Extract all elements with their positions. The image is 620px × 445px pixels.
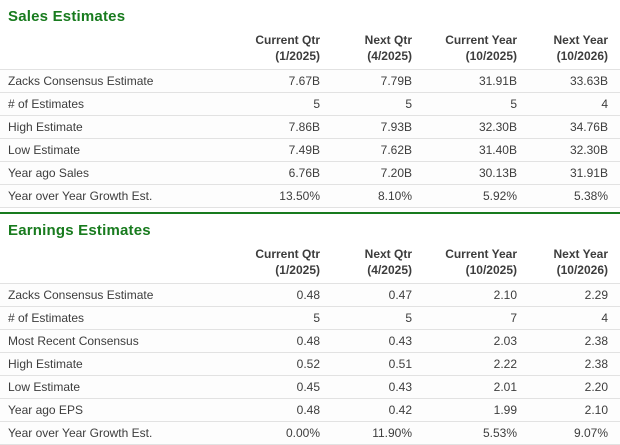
cell-value: 7.79B — [320, 70, 412, 93]
sales-estimates-table — [0, 27, 620, 208]
cell-value: 7.62B — [320, 139, 412, 162]
table-row — [0, 139, 620, 162]
column-header-period: (1/2025) — [275, 262, 320, 277]
earnings-column-header-current-year — [412, 241, 517, 284]
sales-estimates-section — [0, 0, 620, 208]
row-label: Year over Year Growth Est. — [0, 185, 220, 208]
row-label: Most Recent Consensus — [0, 330, 220, 353]
table-row — [0, 284, 620, 307]
cell-value: 8.10% — [320, 185, 412, 208]
column-header-period: (4/2025) — [367, 48, 412, 63]
cell-value: 0.43 — [320, 376, 412, 399]
column-header-label: Next Year — [553, 33, 608, 47]
table-row — [0, 162, 620, 185]
column-header-period: (10/2025) — [465, 262, 517, 277]
cell-value: 5 — [220, 93, 320, 116]
column-header-label: Next Year — [553, 247, 608, 262]
sales-header-row — [0, 27, 620, 70]
cell-value: 6.76B — [220, 162, 320, 185]
column-header-period: (10/2025) — [465, 48, 517, 63]
cell-value: 0.48 — [220, 284, 320, 307]
cell-value: 30.13B — [412, 162, 517, 185]
table-row — [0, 376, 620, 399]
cell-value: 0.43 — [320, 330, 412, 353]
cell-value: 5 — [320, 307, 412, 330]
row-label: Zacks Consensus Estimate — [0, 284, 220, 307]
row-label: # of Estimates — [0, 307, 220, 330]
cell-value: 0.48 — [220, 399, 320, 422]
cell-value: 5.92% — [412, 185, 517, 208]
column-header-period: (1/2025) — [275, 48, 320, 63]
cell-value: 4 — [517, 307, 620, 330]
cell-value: 5 — [320, 93, 412, 116]
row-label: High Estimate — [0, 116, 220, 139]
cell-value: 0.47 — [320, 284, 412, 307]
cell-value: 31.40B — [412, 139, 517, 162]
row-label: Low Estimate — [0, 376, 220, 399]
cell-value: 33.63B — [517, 70, 620, 93]
cell-value: 5 — [220, 307, 320, 330]
cell-value: 2.38 — [517, 330, 620, 353]
cell-value: 5.38% — [517, 185, 620, 208]
earnings-column-header-next-year — [517, 241, 620, 284]
sales-column-header-current-year — [412, 27, 517, 70]
table-row — [0, 307, 620, 330]
earnings-header-row — [0, 241, 620, 284]
table-row — [0, 93, 620, 116]
sales-column-header-current-qtr — [220, 27, 320, 70]
cell-value: 0.51 — [320, 353, 412, 376]
cell-value: 1.99 — [412, 399, 517, 422]
cell-value: 5.53% — [412, 422, 517, 445]
cell-value: 0.42 — [320, 399, 412, 422]
cell-value: 13.50% — [220, 185, 320, 208]
sales-header-empty — [0, 27, 220, 70]
cell-value: 2.29 — [517, 284, 620, 307]
cell-value: 2.10 — [517, 399, 620, 422]
row-label: Low Estimate — [0, 139, 220, 162]
cell-value: 11.90% — [320, 422, 412, 445]
column-header-period: (4/2025) — [367, 262, 412, 277]
sales-estimates-title: Sales Estimates — [8, 8, 126, 25]
earnings-header-empty — [0, 241, 220, 284]
cell-value: 7.20B — [320, 162, 412, 185]
cell-value: 5 — [412, 93, 517, 116]
cell-value: 7.67B — [220, 70, 320, 93]
cell-value: 0.52 — [220, 353, 320, 376]
cell-value: 2.10 — [412, 284, 517, 307]
cell-value: 4 — [517, 93, 620, 116]
cell-value: 2.01 — [412, 376, 517, 399]
row-label: Year ago Sales — [0, 162, 220, 185]
table-row — [0, 70, 620, 93]
cell-value: 7.86B — [220, 116, 320, 139]
cell-value: 0.00% — [220, 422, 320, 445]
column-header-label: Current Year — [445, 247, 517, 262]
cell-value: 7.93B — [320, 116, 412, 139]
cell-value: 0.45 — [220, 376, 320, 399]
cell-value: 32.30B — [517, 139, 620, 162]
table-row — [0, 116, 620, 139]
cell-value: 2.20 — [517, 376, 620, 399]
table-row — [0, 353, 620, 376]
row-label: # of Estimates — [0, 93, 220, 116]
column-header-label: Current Year — [445, 33, 517, 47]
table-row — [0, 422, 620, 445]
cell-value: 31.91B — [517, 162, 620, 185]
table-row — [0, 330, 620, 353]
column-header-label: Current Qtr — [255, 33, 320, 47]
cell-value: 34.76B — [517, 116, 620, 139]
cell-value: 2.38 — [517, 353, 620, 376]
cell-value: 7.49B — [220, 139, 320, 162]
row-label: Zacks Consensus Estimate — [0, 70, 220, 93]
earnings-estimates-section — [0, 214, 620, 445]
column-header-label: Current Qtr — [255, 247, 320, 262]
cell-value: 2.03 — [412, 330, 517, 353]
column-header-label: Next Qtr — [364, 33, 412, 47]
earnings-estimates-table — [0, 241, 620, 445]
earnings-column-header-next-qtr — [320, 241, 412, 284]
column-header-period: (10/2026) — [556, 48, 608, 63]
earnings-estimates-title: Earnings Estimates — [8, 222, 151, 240]
column-header-period: (10/2026) — [556, 262, 608, 277]
cell-value: 31.91B — [412, 70, 517, 93]
row-label: Year over Year Growth Est. — [0, 422, 220, 445]
column-header-label: Next Qtr — [364, 247, 412, 262]
sales-column-header-next-qtr — [320, 27, 412, 70]
cell-value: 32.30B — [412, 116, 517, 139]
row-label: High Estimate — [0, 353, 220, 376]
cell-value: 7 — [412, 307, 517, 330]
row-label: Year ago EPS — [0, 399, 220, 422]
cell-value: 2.22 — [412, 353, 517, 376]
cell-value: 9.07% — [517, 422, 620, 445]
table-row — [0, 185, 620, 208]
sales-column-header-next-year — [517, 27, 620, 70]
cell-value: 0.48 — [220, 330, 320, 353]
earnings-column-header-current-qtr — [220, 241, 320, 284]
table-row — [0, 399, 620, 422]
